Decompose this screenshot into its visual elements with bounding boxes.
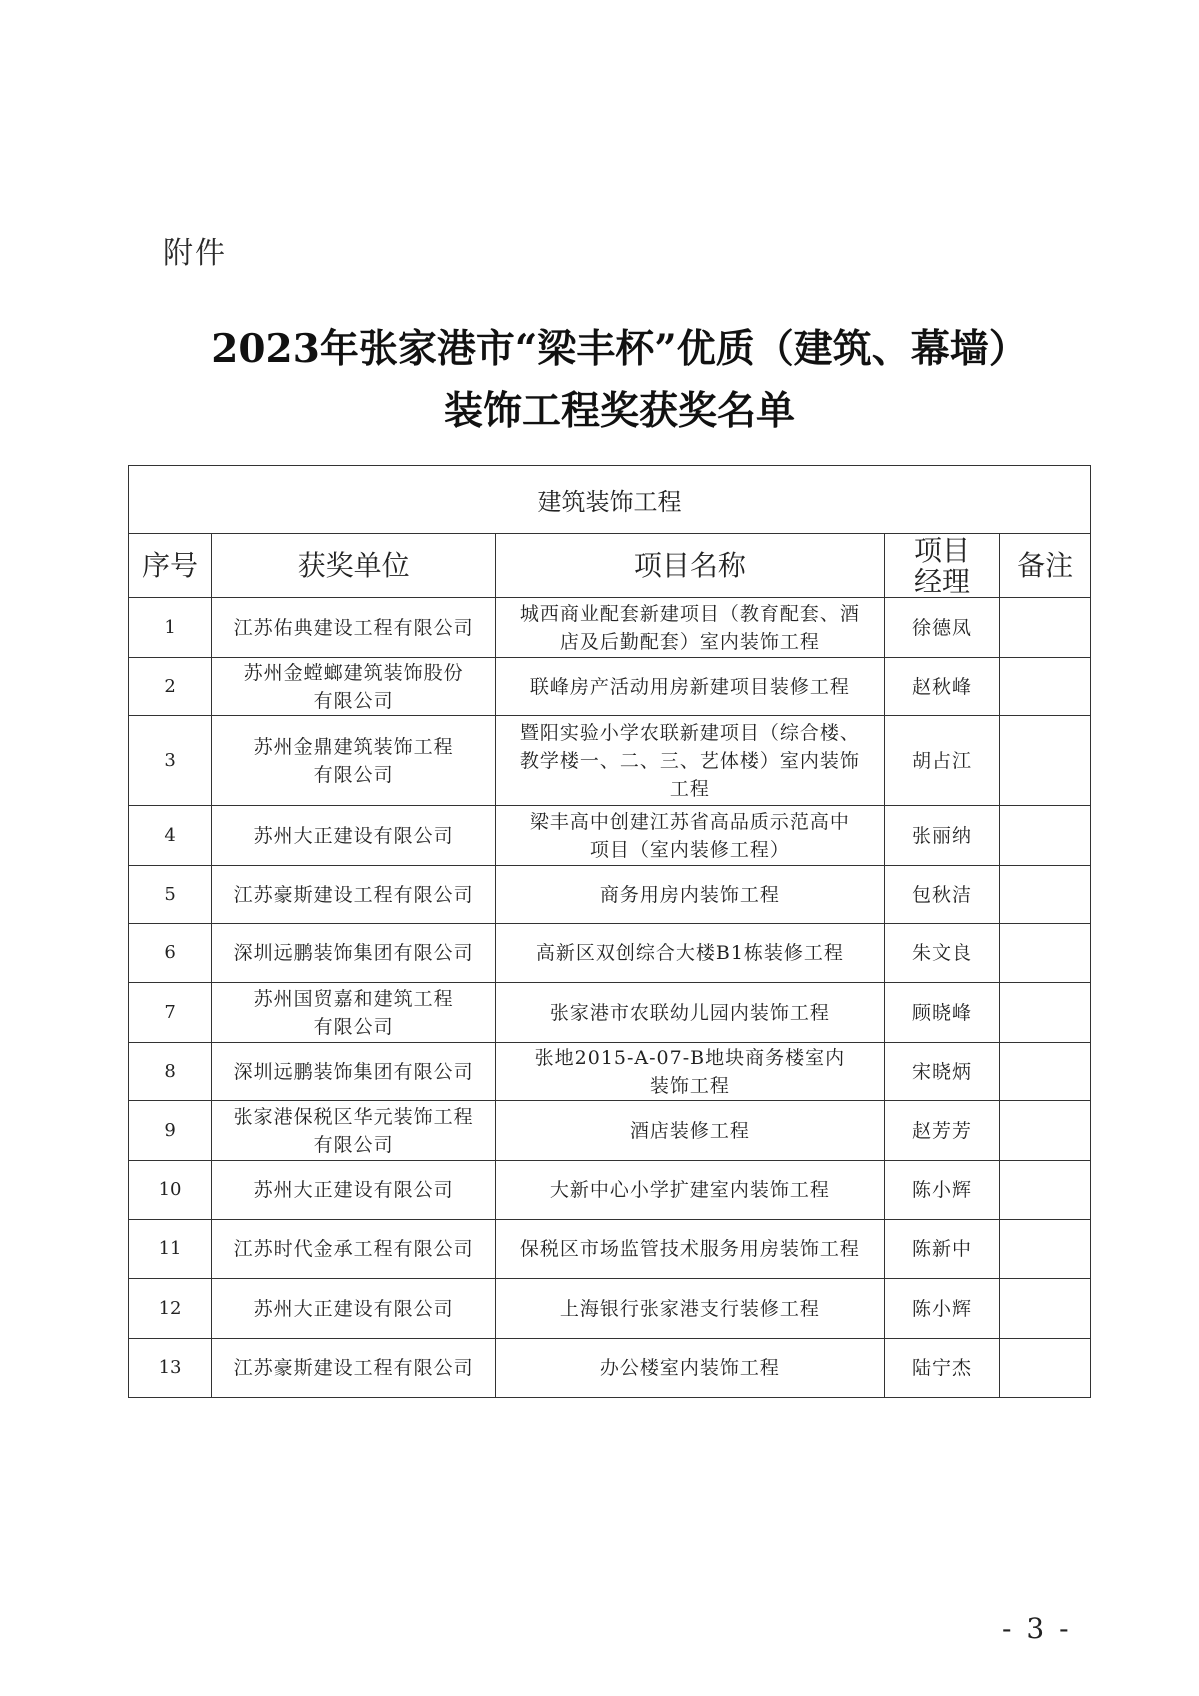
cell-manager: 赵秋峰 <box>884 658 1000 716</box>
cell-no: 10 <box>129 1161 212 1220</box>
cell-remark <box>1000 598 1091 658</box>
cell-project-line: 酒店装修工程 <box>629 1119 750 1142</box>
cell-no: 12 <box>129 1279 212 1339</box>
cell-project <box>496 1043 885 1101</box>
cell-unit <box>212 598 496 658</box>
cell-project-line: 联峰房产活动用房新建项目装修工程 <box>529 675 850 698</box>
document-title-line-1: 2023年张家港市“梁丰杯”优质（建筑、幕墙） <box>211 326 1028 372</box>
table-row <box>129 1339 1091 1398</box>
cell-project-line: 办公楼室内装饰工程 <box>599 1357 780 1379</box>
cell-unit <box>212 1043 496 1101</box>
cell-project <box>496 1161 885 1220</box>
document-title-line-2: 装饰工程奖获奖名单 <box>443 388 795 434</box>
cell-unit <box>212 806 496 866</box>
cell-project-line: 项目（室内装修工程） <box>589 838 790 861</box>
header-unit: 获奖单位 <box>212 534 496 598</box>
cell-unit-line: 苏州大正建设有限公司 <box>253 1179 454 1201</box>
cell-unit <box>212 1161 496 1220</box>
header-manager-line-1: 项目 <box>913 533 970 567</box>
cell-project <box>496 1279 885 1339</box>
table-row <box>129 924 1091 983</box>
header-manager-line-2: 经理 <box>913 564 970 598</box>
cell-project-line: 保税区市场监管技术服务用房装饰工程 <box>519 1238 860 1260</box>
cell-project-line: 梁丰高中创建江苏省高品质示范高中 <box>529 810 850 833</box>
cell-unit <box>212 866 496 924</box>
cell-unit <box>212 924 496 983</box>
cell-unit-line: 有限公司 <box>313 763 394 786</box>
table-row <box>129 866 1091 924</box>
cell-no: 7 <box>129 983 212 1043</box>
cell-manager: 陆宁杰 <box>884 1339 1000 1398</box>
table-row <box>129 1279 1091 1339</box>
awards-table <box>128 465 1091 1398</box>
cell-unit-line: 苏州大正建设有限公司 <box>253 1297 454 1320</box>
cell-unit-line: 苏州国贸嘉和建筑工程 <box>253 987 454 1010</box>
cell-manager: 陈小辉 <box>884 1161 1000 1220</box>
cell-project <box>496 598 885 658</box>
cell-no: 5 <box>129 866 212 924</box>
header-project: 项目名称 <box>496 534 885 598</box>
cell-remark <box>1000 1339 1091 1398</box>
cell-remark <box>1000 1279 1091 1339</box>
cell-manager: 包秋洁 <box>884 866 1000 924</box>
column-header-row <box>129 534 1091 598</box>
annex-label: 附件 <box>163 236 227 271</box>
cell-unit-line: 江苏佑典建设工程有限公司 <box>233 616 474 639</box>
cell-manager: 张丽纳 <box>884 806 1000 866</box>
cell-manager: 徐德凤 <box>884 598 1000 658</box>
cell-project-line: 张家港市农联幼儿园内装饰工程 <box>549 1001 830 1024</box>
cell-no: 11 <box>129 1220 212 1279</box>
cell-project-line: 暨阳实验小学农联新建项目（综合楼、 <box>519 721 860 744</box>
cell-project <box>496 658 885 716</box>
cell-remark <box>1000 716 1091 806</box>
cell-unit-line: 有限公司 <box>313 1015 394 1038</box>
table-body <box>129 598 1091 1398</box>
cell-remark <box>1000 866 1091 924</box>
cell-remark <box>1000 983 1091 1043</box>
cell-manager: 朱文良 <box>884 924 1000 983</box>
cell-remark <box>1000 658 1091 716</box>
cell-unit-line: 江苏时代金承工程有限公司 <box>233 1238 474 1260</box>
cell-no: 8 <box>129 1043 212 1101</box>
cell-project <box>496 866 885 924</box>
cell-remark <box>1000 1220 1091 1279</box>
cell-unit <box>212 1220 496 1279</box>
header-manager <box>884 534 1000 598</box>
cell-project <box>496 716 885 806</box>
table-row <box>129 1220 1091 1279</box>
cell-remark <box>1000 1101 1091 1161</box>
cell-project-line: 装饰工程 <box>649 1074 730 1097</box>
table-row <box>129 806 1091 866</box>
cell-unit-line: 江苏豪斯建设工程有限公司 <box>233 883 474 906</box>
cell-unit <box>212 1101 496 1161</box>
table-row <box>129 1043 1091 1101</box>
cell-manager: 胡占江 <box>884 716 1000 806</box>
cell-project-line: 大新中心小学扩建室内装饰工程 <box>549 1179 830 1201</box>
section-header-row <box>129 466 1091 534</box>
cell-remark <box>1000 1043 1091 1101</box>
table-row <box>129 983 1091 1043</box>
cell-project <box>496 983 885 1043</box>
cell-no: 6 <box>129 924 212 983</box>
cell-unit <box>212 658 496 716</box>
cell-manager: 赵芳芳 <box>884 1101 1000 1161</box>
cell-unit <box>212 983 496 1043</box>
cell-unit-line: 苏州金鼎建筑装饰工程 <box>253 735 454 758</box>
page-number: - 3 - <box>1002 1612 1072 1645</box>
cell-unit-line: 深圳远鹏装饰集团有限公司 <box>233 942 474 964</box>
cell-unit-line: 苏州大正建设有限公司 <box>253 824 454 847</box>
cell-project-line: 商务用房内装饰工程 <box>599 883 780 906</box>
cell-unit-line: 有限公司 <box>313 689 394 712</box>
cell-remark <box>1000 1161 1091 1220</box>
header-no: 序号 <box>129 534 212 598</box>
cell-project-line: 高新区双创综合大楼B1栋装修工程 <box>535 942 844 964</box>
table-row <box>129 658 1091 716</box>
cell-unit-line: 苏州金螳螂建筑装饰股份 <box>243 661 464 684</box>
cell-project-line: 上海银行张家港支行装修工程 <box>559 1297 820 1320</box>
table-row <box>129 716 1091 806</box>
cell-project <box>496 1339 885 1398</box>
cell-no: 1 <box>129 598 212 658</box>
table-row <box>129 1161 1091 1220</box>
cell-manager: 陈小辉 <box>884 1279 1000 1339</box>
cell-unit <box>212 716 496 806</box>
section-title: 建筑装饰工程 <box>129 466 1091 534</box>
cell-unit <box>212 1339 496 1398</box>
cell-remark <box>1000 924 1091 983</box>
cell-unit-line: 深圳远鹏装饰集团有限公司 <box>233 1060 474 1083</box>
cell-project-line: 工程 <box>669 777 710 800</box>
cell-project <box>496 924 885 983</box>
cell-no: 4 <box>129 806 212 866</box>
cell-no: 3 <box>129 716 212 806</box>
cell-project-line: 店及后勤配套）室内装饰工程 <box>559 630 820 653</box>
cell-remark <box>1000 806 1091 866</box>
table-row <box>129 598 1091 658</box>
cell-project-line: 教学楼一、二、三、艺体楼）室内装饰 <box>519 749 860 772</box>
cell-manager: 宋晓炳 <box>884 1043 1000 1101</box>
cell-project <box>496 806 885 866</box>
cell-manager: 陈新中 <box>884 1220 1000 1279</box>
table-row <box>129 1101 1091 1161</box>
cell-no: 13 <box>129 1339 212 1398</box>
cell-unit-line: 有限公司 <box>313 1133 394 1156</box>
cell-project <box>496 1101 885 1161</box>
cell-no: 9 <box>129 1101 212 1161</box>
cell-manager: 顾晓峰 <box>884 983 1000 1043</box>
cell-unit-line: 江苏豪斯建设工程有限公司 <box>233 1357 474 1379</box>
cell-project-line: 张地2015-A-07-B地块商务楼室内 <box>534 1046 846 1069</box>
cell-project-line: 城西商业配套新建项目（教育配套、酒 <box>519 602 860 625</box>
cell-no: 2 <box>129 658 212 716</box>
cell-project <box>496 1220 885 1279</box>
cell-unit <box>212 1279 496 1339</box>
cell-unit-line: 张家港保税区华元装饰工程 <box>233 1105 474 1128</box>
header-remark: 备注 <box>1000 534 1091 598</box>
